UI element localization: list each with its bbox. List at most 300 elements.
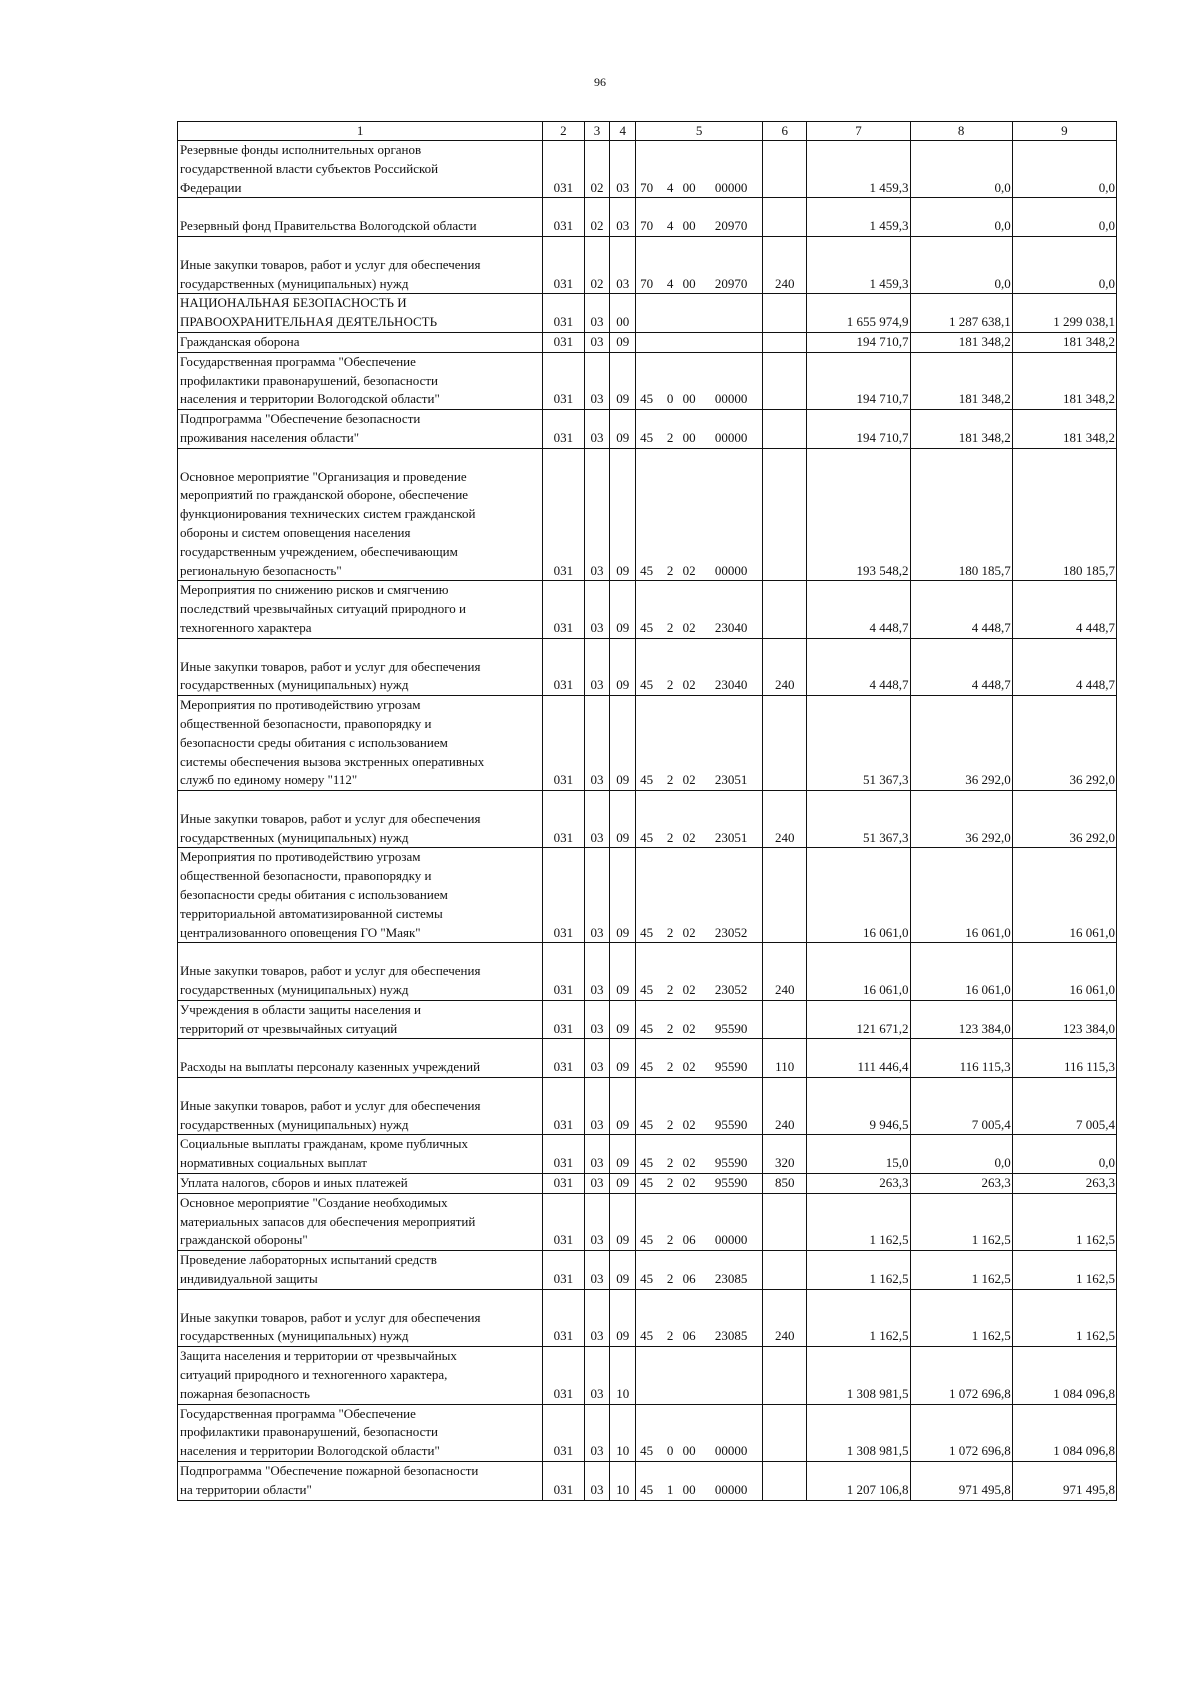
row-name-line: общественной безопасности, правопорядку и: [180, 715, 432, 731]
target-article-code-part: 45: [640, 1020, 654, 1036]
subsection-code: 09: [610, 1251, 636, 1290]
row-name-line: населения и территории Вологодской области": [180, 391, 440, 407]
table-row: [178, 638, 1117, 695]
section-code: 03: [584, 848, 610, 943]
target-article-code: [636, 236, 763, 293]
row-name-line: [180, 449, 540, 468]
subsection-code: 09: [610, 848, 636, 943]
row-name-line: пожарная безопасность: [180, 1385, 310, 1401]
target-article-code: [636, 943, 763, 1000]
amount-year-3: 36 292,0: [1012, 696, 1116, 791]
table-row: [178, 1000, 1117, 1039]
amount-year-1: 16 061,0: [807, 848, 910, 943]
row-name-line: Учреждения в области защиты населения и: [180, 1001, 421, 1017]
row-name-line: Резервные фонды исполнительных органов: [180, 142, 422, 157]
row-name-line: мероприятий по гражданской обороне, обеспечение: [180, 487, 469, 503]
row-name: [178, 1347, 543, 1404]
row-name-line: государственных (муниципальных) нужд: [180, 1116, 409, 1132]
target-article-code-part: 00000: [714, 562, 748, 578]
table-body: [178, 141, 1117, 1501]
table-row: [178, 1174, 1117, 1194]
amount-year-1: 1 162,5: [807, 1289, 910, 1346]
expense-type-code: [763, 1000, 807, 1039]
amount-year-3: 180 185,7: [1012, 448, 1116, 581]
target-article-code-part: 45: [640, 1443, 654, 1459]
target-article-code-part: 02: [682, 982, 696, 998]
target-article-code: [636, 294, 763, 333]
target-article-code-part: 00: [682, 1443, 696, 1459]
row-name-line: проживания населения области": [180, 429, 360, 445]
amount-year-2: 181 348,2: [910, 410, 1012, 449]
target-article-code-part: 2: [666, 1175, 674, 1191]
row-name-line: Проведение лабораторных испытаний средств: [180, 1252, 437, 1268]
row-name-line: [180, 639, 540, 658]
table-row: [178, 791, 1117, 848]
subsection-code: 09: [610, 791, 636, 848]
section-code: 03: [584, 448, 610, 581]
target-article-code-part: 95590: [714, 1059, 748, 1075]
target-article-code-part: 95590: [714, 1155, 748, 1171]
section-code: 03: [584, 1078, 610, 1135]
amount-year-3: 1 162,5: [1012, 1193, 1116, 1250]
section-code: 02: [584, 141, 610, 198]
table-row: [178, 1193, 1117, 1250]
row-name: [178, 236, 543, 293]
subsection-code: 09: [610, 1289, 636, 1346]
section-code: 02: [584, 236, 610, 293]
target-article-code: [636, 1289, 763, 1346]
target-article-code: [636, 848, 763, 943]
amount-year-2: 16 061,0: [910, 848, 1012, 943]
target-article-code-part: 2: [666, 1155, 674, 1171]
ministry-code: 031: [543, 1347, 584, 1404]
row-name-line: Иные закупки товаров, работ и услуг для обеспечения: [180, 256, 481, 272]
target-article-code-part: 00: [682, 275, 696, 291]
amount-year-3: 1 084 096,8: [1012, 1404, 1116, 1461]
amount-year-2: 1 072 696,8: [910, 1404, 1012, 1461]
table-row: [178, 1078, 1117, 1135]
target-article-code-part: 23052: [714, 982, 748, 998]
row-name-line: безопасности среды обитания с использованием: [180, 887, 448, 903]
section-code: 03: [584, 1135, 610, 1174]
row-name: [178, 1078, 543, 1135]
row-name-line: Мероприятия по снижению рисков и смягчению: [180, 582, 449, 598]
row-name-line: [180, 1039, 540, 1058]
target-article-code-part: 02: [682, 1059, 696, 1075]
amount-year-2: 36 292,0: [910, 791, 1012, 848]
table-row: [178, 294, 1117, 333]
table-row: [178, 1289, 1117, 1346]
target-article-code-part: 02: [682, 562, 696, 578]
section-code: 03: [584, 294, 610, 333]
subsection-code: 09: [610, 332, 636, 352]
section-code: 03: [584, 638, 610, 695]
target-article-code-part: 45: [640, 924, 654, 940]
table-row: [178, 1404, 1117, 1461]
target-article-code-part: 2: [666, 1328, 674, 1344]
target-article-code-part: 4: [666, 179, 674, 195]
expense-type-code: [763, 141, 807, 198]
expense-type-code: [763, 581, 807, 638]
target-article-code-part: 2: [666, 1232, 674, 1248]
amount-year-2: 7 005,4: [910, 1078, 1012, 1135]
subsection-code: 10: [610, 1347, 636, 1404]
ministry-code: 031: [543, 332, 584, 352]
header-cell: 7: [807, 122, 910, 141]
ministry-code: 031: [543, 1000, 584, 1039]
target-article-code: [636, 696, 763, 791]
amount-year-1: 121 671,2: [807, 1000, 910, 1039]
ministry-code: 031: [543, 1135, 584, 1174]
amount-year-3: 116 115,3: [1012, 1039, 1116, 1078]
target-article-code-part: 02: [682, 772, 696, 788]
amount-year-2: 36 292,0: [910, 696, 1012, 791]
expense-type-code: 240: [763, 236, 807, 293]
target-article-code-part: 00: [682, 429, 696, 445]
amount-year-3: 1 084 096,8: [1012, 1347, 1116, 1404]
amount-year-3: 0,0: [1012, 236, 1116, 293]
ministry-code: 031: [543, 198, 584, 237]
amount-year-3: 1 299 038,1: [1012, 294, 1116, 333]
amount-year-3: 7 005,4: [1012, 1078, 1116, 1135]
row-name-line: населения и территории Вологодской области": [180, 1443, 440, 1459]
row-name-line: системы обеспечения вызова экстренных оперативных: [180, 753, 485, 769]
target-article-code: [636, 1347, 763, 1404]
target-article-code-part: 2: [666, 829, 674, 845]
row-name-line: последствий чрезвычайных ситуаций природного и: [180, 601, 466, 617]
amount-year-1: 4 448,7: [807, 581, 910, 638]
target-article-code-part: 00000: [714, 179, 748, 195]
expense-type-code: [763, 1251, 807, 1290]
target-article-code-part: 2: [666, 429, 674, 445]
subsection-code: 10: [610, 1404, 636, 1461]
subsection-code: 09: [610, 352, 636, 409]
section-code: 03: [584, 1404, 610, 1461]
page-number: 96: [594, 75, 606, 89]
target-article-code-part: 70: [640, 179, 654, 195]
amount-year-3: 971 495,8: [1012, 1461, 1116, 1500]
header-cell: 3: [584, 122, 610, 141]
section-code: 03: [584, 1289, 610, 1346]
expense-type-code: [763, 294, 807, 333]
amount-year-2: 1 287 638,1: [910, 294, 1012, 333]
expense-type-code: [763, 332, 807, 352]
amount-year-3: 4 448,7: [1012, 581, 1116, 638]
section-code: 03: [584, 352, 610, 409]
target-article-code: [636, 332, 763, 352]
expense-type-code: [763, 448, 807, 581]
amount-year-2: 16 061,0: [910, 943, 1012, 1000]
target-article-code-part: 45: [640, 1116, 654, 1132]
amount-year-1: 16 061,0: [807, 943, 910, 1000]
target-article-code-part: 45: [640, 429, 654, 445]
row-name-line: профилактики правонарушений, безопасности: [180, 372, 439, 388]
target-article-code: [636, 1000, 763, 1039]
row-name-line: государственных (муниципальных) нужд: [180, 982, 409, 998]
amount-year-2: 263,3: [910, 1174, 1012, 1194]
ministry-code: 031: [543, 1078, 584, 1135]
header-cell: 2: [543, 122, 584, 141]
amount-year-1: 1 655 974,9: [807, 294, 910, 333]
row-name-line: служб по единому номеру "112": [180, 772, 358, 788]
subsection-code: 09: [610, 410, 636, 449]
expense-type-code: 240: [763, 791, 807, 848]
table-row: [178, 1135, 1117, 1174]
subsection-code: 03: [610, 236, 636, 293]
ministry-code: 031: [543, 1289, 584, 1346]
subsection-code: 09: [610, 1193, 636, 1250]
target-article-code: [636, 1174, 763, 1194]
row-name-line: нормативных социальных выплат: [180, 1155, 367, 1171]
amount-year-1: 194 710,7: [807, 352, 910, 409]
row-name-line: Уплата налогов, сборов и иных платежей: [180, 1175, 408, 1191]
target-article-code: [636, 581, 763, 638]
target-article-code: [636, 1193, 763, 1250]
header-cell: 5: [636, 122, 763, 141]
row-name: [178, 448, 543, 581]
target-article-code-part: 00000: [714, 391, 748, 407]
target-article-code-part: 2: [666, 1271, 674, 1287]
amount-year-2: 1 162,5: [910, 1193, 1012, 1250]
ministry-code: 031: [543, 1251, 584, 1290]
table-row: [178, 696, 1117, 791]
row-name-line: территорий от чрезвычайных ситуаций: [180, 1020, 398, 1036]
target-article-code-part: 02: [682, 829, 696, 845]
row-name-line: Мероприятия по противодействию угрозам: [180, 697, 421, 713]
header-cell: 9: [1012, 122, 1116, 141]
target-article-code-part: 45: [640, 1232, 654, 1248]
row-name-line: обороны и систем оповещения населения: [180, 524, 411, 540]
target-article-code-part: 02: [682, 924, 696, 940]
row-name: [178, 410, 543, 449]
amount-year-1: 1 459,3: [807, 198, 910, 237]
target-article-code-part: 2: [666, 677, 674, 693]
target-article-code-part: 95590: [714, 1175, 748, 1191]
row-name-line: материальных запасов для обеспечения мероприятий: [180, 1213, 476, 1229]
row-name-line: [180, 1078, 540, 1097]
expense-type-code: [763, 1193, 807, 1250]
amount-year-1: 1 459,3: [807, 236, 910, 293]
target-article-code-part: 23052: [714, 924, 748, 940]
target-article-code-part: 02: [682, 1155, 696, 1171]
expense-type-code: 110: [763, 1039, 807, 1078]
amount-year-2: 971 495,8: [910, 1461, 1012, 1500]
amount-year-3: 16 061,0: [1012, 848, 1116, 943]
subsection-code: 09: [610, 638, 636, 695]
table-row: [178, 352, 1117, 409]
section-code: 03: [584, 410, 610, 449]
row-name: [178, 638, 543, 695]
target-article-code-part: 2: [666, 1059, 674, 1075]
amount-year-1: 9 946,5: [807, 1078, 910, 1135]
row-name-line: ситуаций природного и техногенного характера,: [180, 1367, 448, 1382]
expense-type-code: [763, 198, 807, 237]
ministry-code: 031: [543, 294, 584, 333]
target-article-code-part: 23085: [714, 1328, 748, 1344]
target-article-code-part: 1: [666, 1481, 674, 1497]
target-article-code-part: 45: [640, 677, 654, 693]
row-name-line: Социальные выплаты гражданам, кроме публичных: [180, 1136, 468, 1152]
row-name-line: Иные закупки товаров, работ и услуг для обеспечения: [180, 1097, 481, 1113]
target-article-code: [636, 1039, 763, 1078]
amount-year-2: 0,0: [910, 236, 1012, 293]
amount-year-1: 263,3: [807, 1174, 910, 1194]
target-article-code-part: 45: [640, 772, 654, 788]
ministry-code: 031: [543, 943, 584, 1000]
target-article-code: [636, 1404, 763, 1461]
row-name: [178, 848, 543, 943]
amount-year-2: 116 115,3: [910, 1039, 1012, 1078]
row-name: [178, 1461, 543, 1500]
row-name-line: территориальной автоматизированной системы: [180, 905, 443, 921]
amount-year-1: 51 367,3: [807, 791, 910, 848]
target-article-code-part: 2: [666, 562, 674, 578]
subsection-code: 09: [610, 1135, 636, 1174]
target-article-code-part: 45: [640, 982, 654, 998]
row-name-line: [180, 198, 540, 217]
amount-year-1: 4 448,7: [807, 638, 910, 695]
amount-year-3: 0,0: [1012, 141, 1116, 198]
row-name-line: на территории области": [180, 1481, 312, 1497]
target-article-code-part: 02: [682, 677, 696, 693]
row-name: [178, 1039, 543, 1078]
amount-year-2: 123 384,0: [910, 1000, 1012, 1039]
expense-type-code: 320: [763, 1135, 807, 1174]
header-cell: 4: [610, 122, 636, 141]
expense-type-code: [763, 848, 807, 943]
target-article-code-part: 2: [666, 619, 674, 635]
amount-year-1: 193 548,2: [807, 448, 910, 581]
target-article-code-part: 45: [640, 829, 654, 845]
target-article-code-part: 2: [666, 772, 674, 788]
table-row: [178, 198, 1117, 237]
row-name-line: централизованного оповещения ГО "Маяк": [180, 924, 421, 940]
row-name-line: индивидуальной защиты: [180, 1271, 318, 1287]
target-article-code-part: 00: [682, 391, 696, 407]
row-name: [178, 943, 543, 1000]
target-article-code-part: 2: [666, 924, 674, 940]
target-article-code-part: 45: [640, 1155, 654, 1171]
row-name-line: государственным учреждением, обеспечивающим: [180, 543, 458, 559]
target-article-code: [636, 1461, 763, 1500]
subsection-code: 09: [610, 696, 636, 791]
amount-year-2: 0,0: [910, 198, 1012, 237]
row-name: [178, 294, 543, 333]
section-code: 03: [584, 581, 610, 638]
section-code: 03: [584, 1193, 610, 1250]
target-article-code-part: 4: [666, 275, 674, 291]
table-row: [178, 943, 1117, 1000]
row-name-line: государственных (муниципальных) нужд: [180, 829, 409, 845]
amount-year-2: 0,0: [910, 1135, 1012, 1174]
row-name-line: техногенного характера: [180, 619, 312, 635]
target-article-code-part: 45: [640, 1271, 654, 1287]
section-code: 03: [584, 332, 610, 352]
row-name-line: Резервный фонд Правительства Вологодской области: [180, 218, 477, 234]
row-name: [178, 1174, 543, 1194]
table-row: [178, 236, 1117, 293]
row-name-line: государственной власти субъектов Российской: [180, 160, 439, 176]
ministry-code: 031: [543, 638, 584, 695]
row-name-line: Основное мероприятие "Организация и проведение: [180, 468, 467, 484]
row-name-line: [180, 943, 540, 962]
amount-year-2: 4 448,7: [910, 638, 1012, 695]
amount-year-1: 1 308 981,5: [807, 1347, 910, 1404]
table-row: [178, 848, 1117, 943]
section-code: 02: [584, 198, 610, 237]
amount-year-3: 4 448,7: [1012, 638, 1116, 695]
target-article-code-part: 00000: [714, 1232, 748, 1248]
amount-year-3: 181 348,2: [1012, 352, 1116, 409]
row-name-line: [180, 791, 540, 810]
expense-type-code: [763, 696, 807, 791]
target-article-code-part: 23040: [714, 677, 748, 693]
section-code: 03: [584, 1251, 610, 1290]
subsection-code: 10: [610, 1461, 636, 1500]
target-article-code: [636, 141, 763, 198]
amount-year-3: 0,0: [1012, 1135, 1116, 1174]
row-name: [178, 1289, 543, 1346]
row-name-line: Гражданская оборона: [180, 333, 300, 349]
section-code: 03: [584, 1461, 610, 1500]
target-article-code-part: 20970: [714, 275, 748, 291]
amount-year-3: 36 292,0: [1012, 791, 1116, 848]
target-article-code: [636, 1078, 763, 1135]
table-row: [178, 1251, 1117, 1290]
ministry-code: 031: [543, 410, 584, 449]
expense-type-code: 850: [763, 1174, 807, 1194]
target-article-code: [636, 448, 763, 581]
target-article-code-part: 02: [682, 1175, 696, 1191]
row-name: [178, 696, 543, 791]
ministry-code: 031: [543, 1461, 584, 1500]
amount-year-1: 194 710,7: [807, 332, 910, 352]
amount-year-1: 111 446,4: [807, 1039, 910, 1078]
target-article-code: [636, 352, 763, 409]
table-row: [178, 332, 1117, 352]
table-row: [178, 141, 1117, 198]
target-article-code-part: 45: [640, 1328, 654, 1344]
ministry-code: 031: [543, 141, 584, 198]
expense-type-code: 240: [763, 943, 807, 1000]
budget-table: [177, 121, 1117, 1501]
row-name-line: Иные закупки товаров, работ и услуг для обеспечения: [180, 810, 481, 826]
amount-year-2: 1 072 696,8: [910, 1347, 1012, 1404]
row-name-line: гражданской обороны": [180, 1232, 308, 1248]
amount-year-1: 194 710,7: [807, 410, 910, 449]
expense-type-code: [763, 352, 807, 409]
row-name: [178, 141, 543, 198]
row-name-line: Государственная программа "Обеспечение: [180, 353, 416, 369]
target-article-code: [636, 791, 763, 848]
row-name-line: Федерации: [180, 179, 242, 195]
amount-year-3: 181 348,2: [1012, 410, 1116, 449]
target-article-code-part: 20970: [714, 218, 748, 234]
target-article-code-part: 2: [666, 1020, 674, 1036]
target-article-code-part: 06: [682, 1328, 696, 1344]
target-article-code-part: 70: [640, 218, 654, 234]
row-name-line: государственных (муниципальных) нужд: [180, 677, 409, 693]
target-article-code-part: 45: [640, 1481, 654, 1497]
row-name-line: [180, 1290, 540, 1309]
ministry-code: 031: [543, 696, 584, 791]
section-code: 03: [584, 1039, 610, 1078]
section-code: 03: [584, 1000, 610, 1039]
table-row: [178, 581, 1117, 638]
row-name-line: Иные закупки товаров, работ и услуг для обеспечения: [180, 963, 481, 979]
section-code: 03: [584, 791, 610, 848]
expense-type-code: [763, 410, 807, 449]
